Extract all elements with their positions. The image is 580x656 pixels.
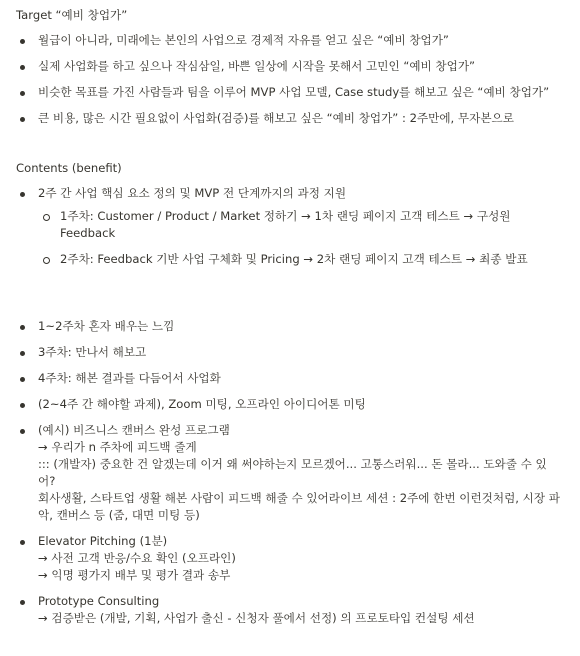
schedule-item-2 — [16, 344, 564, 361]
target-item-text: 비슷한 목표를 가진 사람들과 팀을 이루어 MVP 사업 모델, Case study를 해보고 싶은 “예비 창업가” — [38, 85, 550, 99]
target-item-text: 월급이 아니라, 미래에는 본인의 사업으로 경제적 자유를 얻고 싶은 “예비 창업가” — [38, 33, 449, 47]
document-body — [16, 0, 564, 627]
schedule-line: Elevator Pitching (1분) — [38, 534, 168, 548]
schedule-line: Prototype Consulting — [38, 594, 160, 608]
schedule-line: → 익명 평가지 배부 및 평가 결과 송부 — [38, 568, 231, 582]
schedule-item-4 — [16, 396, 564, 413]
schedule-line: 3주차: 만나서 해보고 — [38, 345, 147, 359]
schedule-line: → 사전 고객 반응/수요 확인 (오프라인) — [38, 551, 236, 565]
target-heading: Target “예비 창업가” — [16, 7, 128, 22]
schedule-item-7 — [16, 593, 564, 627]
contents-main-item — [16, 185, 564, 268]
target-item-text: 큰 비용, 많은 시간 필요없이 사업화(검증)를 해보고 싶은 “예비 창업가” : 2주만에, 무자본으로 — [38, 111, 514, 125]
schedule-item-5 — [16, 422, 564, 524]
target-item-2 — [16, 58, 564, 75]
target-item-text: 실제 사업화를 하고 싶으나 작심삼일, 바쁜 일상에 시작을 못해서 고민인 “예비 창업가” — [38, 59, 476, 73]
target-list — [16, 32, 564, 127]
schedule-item-1 — [16, 318, 564, 335]
contents-week2-item — [38, 251, 564, 268]
schedule-line: 회사생활, 스타트업 생활 해본 사람이 피드백 해줄 수 있어라이브 세션 : 2주에 한번 이런것처럼, 시장 파악, 캔버스 등 (줌, 대면 미팅 등) — [38, 491, 560, 522]
schedule-list — [16, 318, 564, 627]
schedule-line: → 우리가 n 주차에 피드백 줄게 — [38, 440, 197, 454]
contents-main-text: 2주 간 사업 핵심 요소 정의 및 MVP 전 단계까지의 과정 지원 — [38, 186, 347, 200]
contents-week2-text: 2주차: Feedback 기반 사업 구체화 및 Pricing → 2차 랜딩 페이지 고객 테스트 → 최종 발표 — [60, 252, 528, 266]
target-item-1 — [16, 32, 564, 49]
schedule-item-3 — [16, 370, 564, 387]
schedule-line: (예시) 비즈니스 캔버스 완성 프로그램 — [38, 423, 230, 437]
schedule-line: ::: (개발자) 중요한 건 알겠는데 이거 왜 써야하는지 모르겠어... 고통스러워... 돈 몰라... 도와줄 수 있어? — [38, 457, 547, 488]
contents-week1-text: 1주차: Customer / Product / Market 정하기 → 1차 랜딩 페이지 고객 테스트 → 구성원 Feedback — [60, 209, 511, 240]
target-item-4 — [16, 110, 564, 127]
contents-sub-list — [38, 208, 564, 268]
contents-week1-item — [38, 208, 564, 242]
target-item-3 — [16, 84, 564, 101]
contents-heading: Contents (benefit) — [16, 160, 122, 175]
schedule-line: → 검증받은 (개발, 기획, 사업가 출신 - 신청자 풀에서 선정) 의 프로토타입 컨설팅 세션 — [38, 611, 475, 625]
schedule-line: 1~2주차 혼자 배우는 느낌 — [38, 319, 175, 333]
contents-list — [16, 185, 564, 268]
schedule-item-6 — [16, 533, 564, 584]
schedule-line: 4주차: 해본 결과를 다듬어서 사업화 — [38, 371, 221, 385]
schedule-line: (2~4주 간 해야할 과제), Zoom 미팅, 오프라인 아이디어톤 미팅 — [38, 397, 366, 411]
